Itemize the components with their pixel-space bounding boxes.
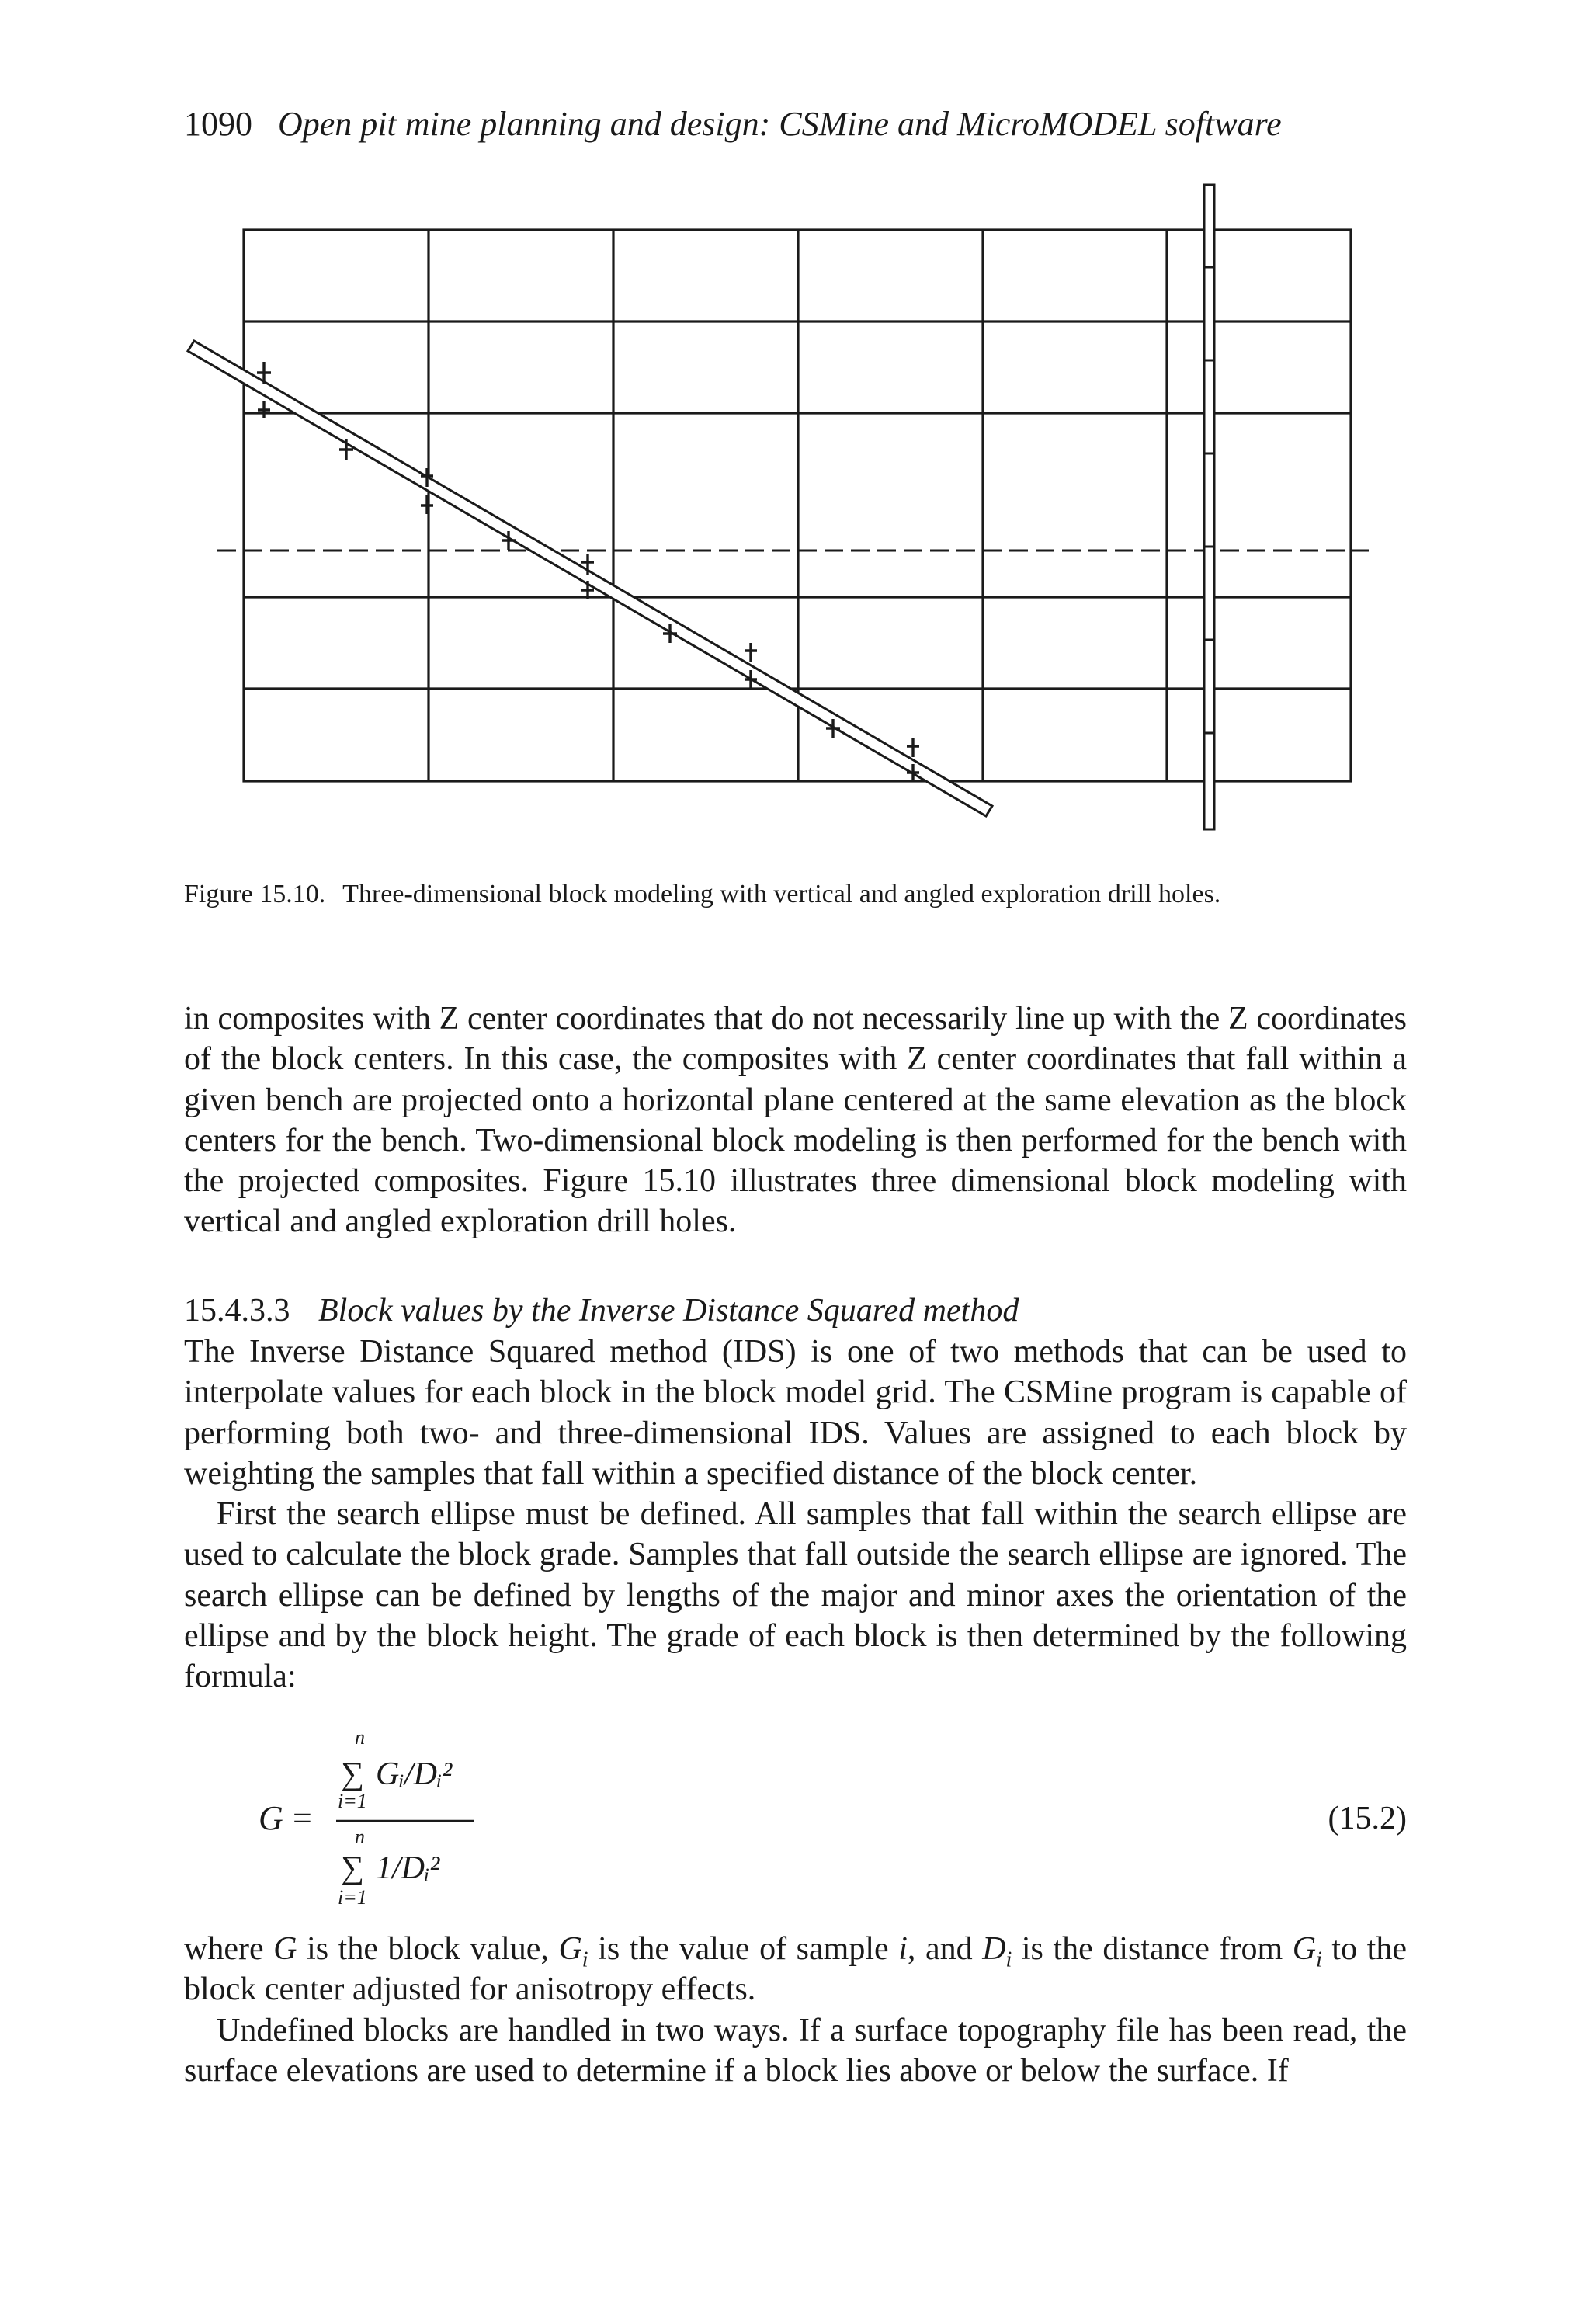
sum-sign: ∑: [341, 1756, 364, 1792]
body-paragraph: in composites with Z center coordinates that do not necessarily line up with the Z coordinates of the block centers. In this case, the composites with Z center coordinates that fall within a given bench are projected onto a horizontal plane centered at the same elevation as the block centers for the bench. Two-dimensional block modeling is then performed for the bench with the projected composites. Figure 15.10 illustrates three dimensional block modeling with vertical and angled exploration drill holes.: [184, 1001, 1407, 1240]
caption-label: Figure 15.10.: [184, 880, 326, 908]
symbol-i: i: [898, 1931, 908, 1967]
caption-text: Three-dimensional block modeling with vertical and angled exploration drill holes.: [342, 880, 1221, 908]
sum-sign: ∑: [341, 1850, 364, 1886]
figure-15-10: [179, 177, 1405, 845]
section-title: Block values by the Inverse Distance Squared method: [318, 1293, 1019, 1329]
block-model-drawing: [179, 177, 1405, 845]
numerator-term: Gᵢ/Dᵢ²: [376, 1756, 453, 1792]
body-paragraph: The Inverse Distance Squared method (IDS) is one of two methods that can be used to interpolate values for each block in the block model grid. The CSMine program is capable of performing both two- and three-dimensional IDS. Values are assigned to each block by weighting the samples that fall within a specified distance of the block center.: [184, 1334, 1407, 1492]
equation-number: (15.2): [1328, 1801, 1407, 1836]
symbol-G: G: [273, 1931, 297, 1967]
where-paragraph: where G is the block value, $G_i$ is the value of sample i, and $D_i$ is the distance from $G_i$ to the block center adjusted for anisotropy effects.: [184, 1931, 1407, 2008]
body-paragraph: First the search ellipse must be defined. All samples that fall within the search ellipse are used to calculate the block grade. Samples that fall outside the search ellipse are ignored. The search ellipse can be defined by lengths of the major and minor axes the orientation of the ellipse and by the block height. The grade of each block is then determined by the following formula:: [184, 1496, 1407, 1695]
section-heading: [184, 1291, 1407, 1331]
body-paragraph: Undefined blocks are handled in two ways. If a surface topography file has been read, the surface elevations are used to determine if a block lies above or below the surface. If: [184, 2012, 1407, 2089]
figure-caption: [184, 877, 1411, 912]
equation-15-2: [184, 1730, 1407, 1916]
closing-text-block: [184, 1929, 1407, 2091]
sum-upper-limit: n: [355, 1730, 365, 1749]
sum-upper-limit: n: [355, 1826, 365, 1848]
page-number: 1090: [184, 105, 252, 143]
paragraph-block-modeling: [184, 999, 1407, 1242]
symbol-Gi: $G_i$: [558, 1931, 588, 1972]
sum-lower-limit: i=1: [338, 1790, 367, 1812]
running-header: [184, 102, 1411, 146]
ids-formula: [184, 1730, 1116, 1916]
denominator-term: 1/Dᵢ²: [376, 1850, 440, 1886]
section-number: 15.4.3.3: [184, 1293, 290, 1329]
formula-equals: =: [293, 1799, 312, 1837]
formula-lhs: G: [259, 1799, 283, 1837]
symbol-Gi: $G_i$: [1292, 1931, 1322, 1972]
sum-lower-limit: i=1: [338, 1886, 367, 1909]
symbol-Di: $D_i$: [982, 1931, 1012, 1972]
ids-text-block: [184, 1332, 1407, 1697]
running-title: Open pit mine planning and design: CSMine and MicroMODEL software: [278, 105, 1282, 143]
